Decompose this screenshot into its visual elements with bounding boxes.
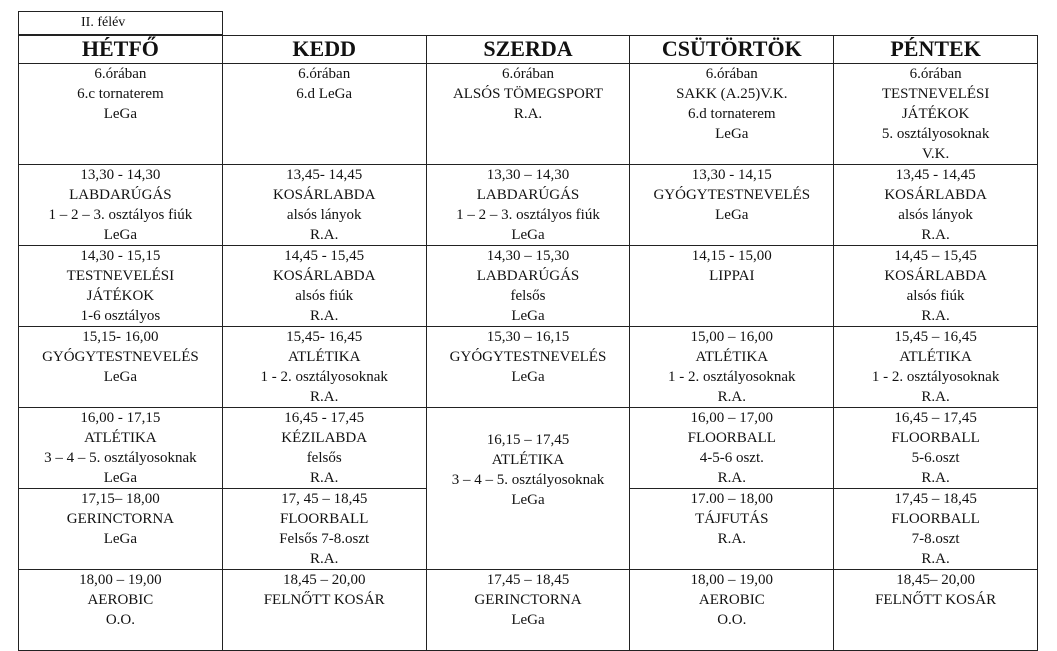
cell-line: FLOORBALL: [891, 430, 980, 446]
schedule-cell: [630, 165, 834, 246]
cell-line: FLOORBALL: [687, 430, 776, 446]
cell-line: KOSÁRLABDA: [884, 268, 987, 284]
schedule-cell: [630, 246, 834, 327]
schedule-cell: [222, 489, 426, 570]
schedule-cell: [19, 570, 223, 651]
schedule-cell: [834, 165, 1038, 246]
cell-line: LeGa: [511, 369, 545, 385]
cell-line: 13,45- 14,45: [286, 167, 363, 183]
cell-line: LABDARÚGÁS: [476, 187, 580, 203]
table-row: [19, 570, 1038, 651]
cell-line: 1 - 2. osztályosoknak: [668, 369, 796, 385]
cell-line: LeGa: [511, 612, 545, 628]
schedule-cell: [834, 64, 1038, 165]
cell-line: 17,45 – 18,45: [486, 572, 570, 588]
cell-line: R.A.: [921, 551, 950, 567]
cell-line: LeGa: [103, 369, 138, 385]
cell-line: R.A.: [310, 470, 339, 486]
cell-line: 16,45 – 17,45: [894, 410, 977, 426]
semester-label: II. félév: [18, 11, 223, 35]
cell-line: Felsős 7-8.oszt: [279, 531, 370, 547]
table-row: [19, 408, 1038, 489]
header-row: [19, 36, 1038, 64]
cell-line: 4-5-6 oszt.: [699, 450, 764, 466]
cell-line: FELNŐTT KOSÁR: [875, 592, 997, 608]
cell-line: 17,45 – 18,45: [894, 491, 977, 507]
cell-line: ATLÉTIKA: [287, 349, 361, 365]
cell-line: R.A.: [310, 551, 339, 567]
cell-line: R.A.: [310, 308, 339, 324]
cell-line: felsős: [306, 450, 342, 466]
schedule-cell: [630, 64, 834, 165]
schedule-cell: [426, 246, 630, 327]
cell-line: ATLÉTIKA: [84, 430, 157, 446]
schedule-cell: [630, 327, 834, 408]
schedule-cell: [19, 64, 223, 165]
schedule-cell: [834, 489, 1038, 570]
schedule-cell: [222, 246, 426, 327]
table-row: [19, 327, 1038, 408]
cell-line: ALSÓS TÖMEGSPORT: [452, 86, 604, 102]
cell-line: R.A.: [717, 470, 746, 486]
cell-line: FLOORBALL: [891, 511, 980, 527]
schedule-cell: [426, 165, 630, 246]
cell-line: GERINCTORNA: [66, 511, 175, 527]
cell-line: KOSÁRLABDA: [272, 268, 376, 284]
schedule-cell: [834, 408, 1038, 489]
schedule-cell: [834, 246, 1038, 327]
cell-line: 18,45 – 20,00: [282, 572, 366, 588]
cell-line: 13,30 – 14,30: [486, 167, 570, 183]
schedule-cell: [222, 408, 426, 489]
schedule-cell: [19, 489, 223, 570]
cell-line: LeGa: [511, 227, 545, 243]
cell-line: LABDARÚGÁS: [69, 187, 172, 203]
cell-line: O.O.: [105, 612, 135, 628]
cell-line: 6.órában: [94, 66, 147, 82]
schedule-cell: [630, 408, 834, 489]
cell-line: 17, 45 – 18,45: [281, 491, 368, 507]
cell-line: AEROBIC: [87, 592, 154, 608]
cell-line: JÁTÉKOK: [901, 106, 970, 122]
day-header-tuesday: KEDD: [222, 36, 426, 64]
cell-line: 1 - 2. osztályosoknak: [871, 369, 1000, 385]
day-header-friday: PÉNTEK: [834, 36, 1038, 64]
cell-line: LeGa: [103, 531, 138, 547]
cell-line: 14,30 – 15,30: [486, 248, 570, 264]
cell-line: 15,30 – 16,15: [486, 329, 570, 345]
cell-line: O.O.: [717, 612, 747, 628]
cell-line: 15,15- 16,00: [82, 329, 159, 345]
cell-line: 15,45- 16,45: [286, 329, 363, 345]
cell-line: 16,45 - 17,45: [284, 410, 365, 426]
cell-line: 1 – 2 – 3. osztályos fiúk: [456, 207, 600, 223]
day-header-wednesday: SZERDA: [426, 36, 630, 64]
cell-line: 18,00 – 19,00: [690, 572, 774, 588]
cell-line: LeGa: [715, 207, 749, 223]
cell-line: KÉZILABDA: [281, 430, 368, 446]
schedule-cell: [222, 165, 426, 246]
day-header-monday: HÉTFŐ: [19, 36, 223, 64]
cell-line: GYÓGYTESTNEVELÉS: [42, 349, 199, 365]
cell-line: ATLÉTIKA: [899, 349, 972, 365]
cell-line: 1 – 2 – 3. osztályos fiúk: [48, 207, 193, 223]
cell-line: FELNŐTT KOSÁR: [263, 592, 385, 608]
cell-line: ATLÉTIKA: [491, 452, 565, 468]
cell-line: alsós lányok: [898, 207, 973, 223]
cell-line: GYÓGYTESTNEVELÉS: [449, 349, 607, 365]
schedule-table: [18, 35, 1038, 651]
cell-line: R.A.: [310, 389, 339, 405]
cell-line: LeGa: [103, 106, 138, 122]
cell-line: 1 - 2. osztályosoknak: [260, 369, 388, 385]
table-row: [19, 246, 1038, 327]
cell-line: GERINCTORNA: [474, 592, 582, 608]
cell-line: R.A.: [513, 106, 543, 122]
cell-line: 16,15 – 17,45: [486, 432, 570, 448]
table-row: [19, 64, 1038, 165]
cell-line: 7-8.oszt: [911, 531, 960, 547]
cell-line: TESTNEVELÉSI: [881, 86, 990, 102]
cell-line: FLOORBALL: [280, 511, 369, 527]
day-header-thursday: CSÜTÖRTÖK: [630, 36, 834, 64]
cell-line: R.A.: [717, 389, 746, 405]
schedule-cell: [426, 327, 630, 408]
cell-line: 6.c tornaterem: [77, 86, 164, 102]
schedule-cell: [426, 64, 630, 165]
cell-line: 5-6.oszt: [911, 450, 960, 466]
cell-line: 6.órában: [705, 66, 758, 82]
cell-line: 6.órában: [501, 66, 555, 82]
schedule-cell: [630, 489, 834, 570]
cell-line: V.K.: [921, 146, 950, 162]
cell-line: SAKK (A.25)V.K.: [676, 86, 788, 102]
cell-line: 14,30 - 15,15: [80, 248, 161, 264]
cell-line: 5. osztályosoknak: [881, 126, 990, 142]
cell-line: ATLÉTIKA: [695, 349, 769, 365]
schedule-cell: [630, 570, 834, 651]
cell-line: 6.d LeGa: [296, 86, 353, 102]
cell-line: LeGa: [511, 308, 545, 324]
cell-line: 13,30 - 14,30: [80, 167, 161, 183]
cell-line: LeGa: [103, 227, 138, 243]
cell-line: R.A.: [921, 308, 950, 324]
cell-line: JÁTÉKOK: [86, 288, 155, 304]
cell-line: 13,45 - 14,45: [895, 167, 976, 183]
cell-line: R.A.: [310, 227, 339, 243]
cell-line: 18,45– 20,00: [896, 572, 975, 588]
cell-line: 14,45 - 15,45: [284, 248, 365, 264]
schedule-cell: [19, 165, 223, 246]
cell-line: 3 – 4 – 5. osztályosoknak: [451, 472, 605, 488]
cell-line: 18,00 – 19,00: [79, 572, 162, 588]
cell-line: R.A.: [717, 531, 746, 547]
cell-line: 15,45 – 16,45: [894, 329, 977, 345]
cell-line: alsós lányok: [286, 207, 362, 223]
cell-line: LeGa: [715, 126, 749, 142]
cell-line: alsós fiúk: [295, 288, 354, 304]
schedule-cell: [426, 570, 630, 651]
table-row: [19, 165, 1038, 246]
cell-line: 3 – 4 – 5. osztályosoknak: [44, 450, 197, 466]
cell-line: R.A.: [921, 470, 950, 486]
schedule-cell: [19, 408, 223, 489]
cell-line: R.A.: [921, 227, 950, 243]
cell-line: 15,00 – 16,00: [690, 329, 774, 345]
cell-line: 6.órában: [909, 66, 962, 82]
cell-line: LeGa: [103, 470, 138, 486]
cell-line: LeGa: [511, 492, 545, 508]
cell-line: 16,00 – 17,00: [690, 410, 774, 426]
schedule-cell: [222, 64, 426, 165]
cell-line: R.A.: [921, 389, 950, 405]
cell-line: AEROBIC: [698, 592, 765, 608]
cell-line: KOSÁRLABDA: [272, 187, 376, 203]
cell-line: GYÓGYTESTNEVELÉS: [653, 187, 811, 203]
cell-line: 16,00 - 17,15: [80, 410, 161, 426]
cell-line: 6.órában: [298, 66, 351, 82]
cell-line: KOSÁRLABDA: [884, 187, 987, 203]
schedule-cell: [222, 570, 426, 651]
schedule-cell: [19, 327, 223, 408]
cell-line: 13,30 - 14,15: [691, 167, 772, 183]
cell-line: felsős: [510, 288, 546, 304]
cell-line: 6.d tornaterem: [688, 106, 776, 122]
schedule-cell: [222, 327, 426, 408]
cell-line: LIPPAI: [709, 268, 755, 284]
cell-line: 17,15– 18,00: [81, 491, 160, 507]
schedule-cell: [426, 408, 630, 570]
cell-line: 17.00 – 18,00: [690, 491, 774, 507]
cell-line: alsós fiúk: [906, 288, 965, 304]
cell-line: TESTNEVELÉSI: [66, 268, 175, 284]
cell-line: LABDARÚGÁS: [476, 268, 580, 284]
schedule-cell: [834, 327, 1038, 408]
cell-line: 1-6 osztályos: [80, 308, 161, 324]
cell-line: 14,45 – 15,45: [894, 248, 977, 264]
cell-line: TÁJFUTÁS: [695, 511, 769, 527]
schedule-cell: [19, 246, 223, 327]
schedule-cell: [834, 570, 1038, 651]
cell-line: 14,15 - 15,00: [691, 248, 772, 264]
